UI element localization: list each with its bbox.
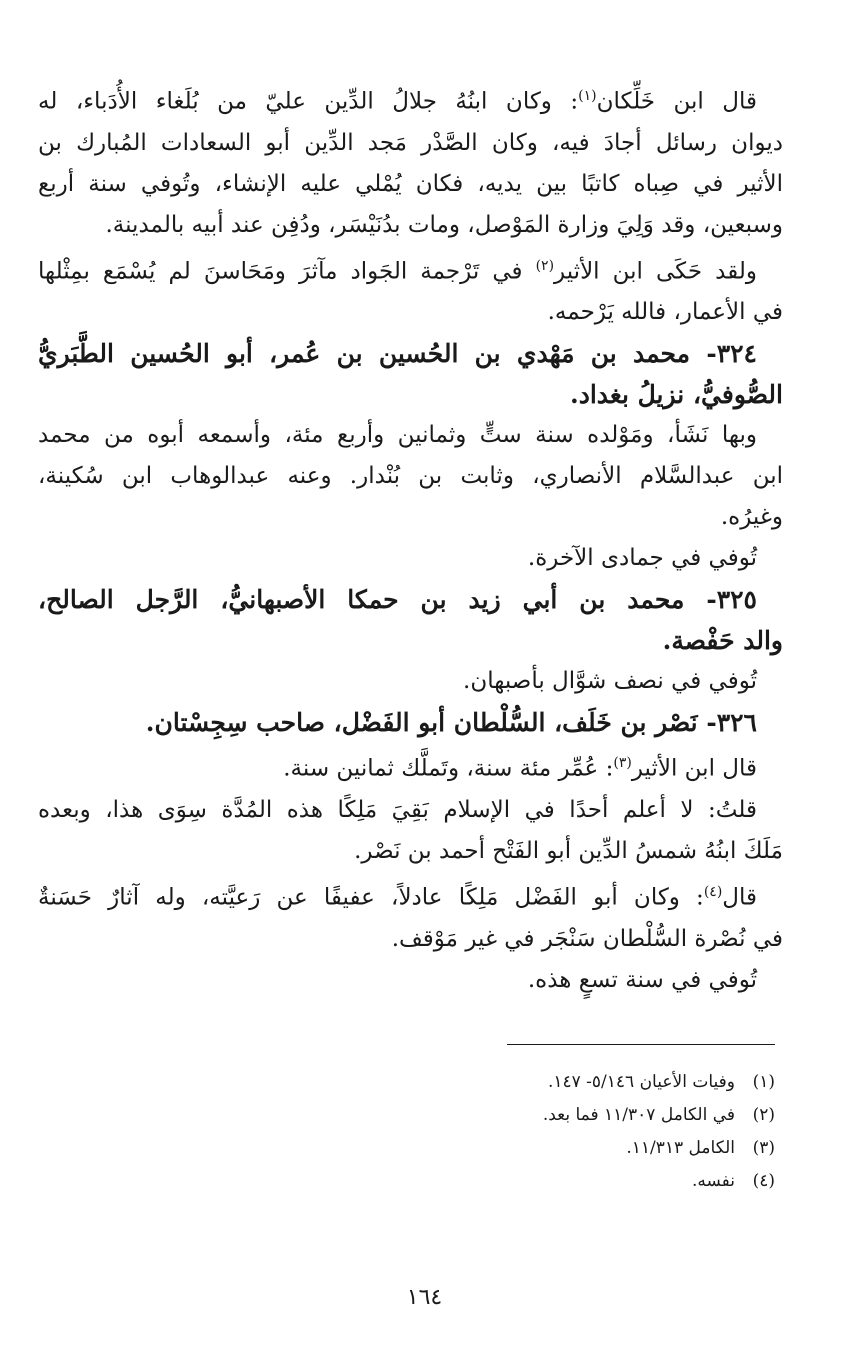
footnote-number: (٣) [752,1138,775,1158]
text-line: وسبعين، وقد وَلِيَ وزارة المَوْصل، ومات بدُنَيْسَر، ودُفِن عند أبيه بالمدينة. [105,211,783,238]
text-line: الأثير في صِباه كاتبًا بين يديه، فكان يُمْلي عليه الإنشاء، وتُوفي سنة أربع [38,170,783,197]
text-line: وغيرُه. [720,504,783,531]
text-line: تُوفي في جمادى الآخرة. [527,545,757,572]
footnote-text: وفيات الأعيان ٥/١٤٦- ١٤٧. [547,1072,735,1092]
entry-heading: ٣٢٤- محمد بن مَهْدي بن الحُسين بن عُمر، أبو الحُسين الطَّبَريُّ [38,339,757,369]
footnote-ref: (٣) [613,755,632,772]
footnote-text: في الكامل ١١/٣٠٧ فما بعد. [542,1105,735,1125]
footnote-ref: (١) [578,88,597,104]
footnotes [543,1066,775,1198]
text-line: قلتُ: لا أعلم أحدًا في الإسلام بَقِيَ مَلِكًا هذه المُدَّة سِوَى هذا، وبعده [38,796,757,823]
footnote-text: الكامل ١١/٣١٣. [626,1138,735,1158]
footnote-divider [507,1044,775,1045]
entry-heading: والد حَفْصة. [662,626,783,656]
text-line: في الأعمار، فالله يَرْحمه. [547,299,783,326]
entry-heading: ٣٢٥- محمد بن أبي زيد بن حمكا الأصبهانيُّ، الرَّجل الصالح، [38,585,757,615]
footnote-ref: (٤) [703,883,723,900]
text-line: قال$^{(٤)}$: وكان أبو الفَضْل مَلِكًا عادلاً، عفيفًا عن رَعيَّته، وله آثارٌ حَسَنةٌ [38,883,757,911]
footnote-number: (١) [752,1072,775,1092]
text-line: في نُصْرة السُّلْطان سَنْجَر في غير مَوْقف. [391,925,783,952]
text-line: وبها نَشَأ، ومَوْلده سنة ستٍّ وثمانين وأربع مئة، وأسمعه أبوه من محمد [38,422,757,449]
text-line: ابن عبدالسَّلام الأنصاري، وثابت بن بُنْدار. وعنه عبدالوهاب ابن سُكينة، [38,463,783,490]
text-line: تُوفي في نصف شوَّال بأصبهان. [463,668,757,695]
entry-heading: الصُّوفيُّ، نزيلُ بغداد. [570,380,783,410]
text-line: قال ابن الأثير$^{(٣)}$: عُمِّر مئة سنة، وتَملَّك ثمانين سنة. [283,755,757,782]
text-line: قال ابن خَلِّكان$^{(١)}$: وكان ابنُهُ جلالُ الدِّين عليّ من بُلَغاء الأُدَباء، له [38,88,757,115]
text-line: مَلَكَ ابنُهُ شمسُ الدِّين أبو الفَتْح أحمد بن نَصْر. [354,837,783,864]
main-text [38,76,783,1001]
footnote [543,1066,775,1099]
footnote [543,1165,775,1198]
entry-heading: ٣٢٦- نَصْر بن خَلَف، السُّلْطان أبو الفَضْل، صاحب سِجِسْتان. [145,708,757,738]
footnote [543,1132,775,1165]
text-line: تُوفي في سنة تسعٍ هذه. [527,966,757,993]
footnote-number: (٤) [752,1171,775,1191]
footnote [543,1099,775,1132]
footnote-number: (٢) [752,1105,775,1125]
footnote-text: نفسه. [691,1171,735,1191]
text-line: ديوان رسائل أجادَ فيه، وكان الصَّدْر مَجد الدِّين أبو السعادات المُبارك بن [38,129,783,156]
footnote-ref: (٢) [535,257,555,274]
page-number: ١٦٤ [406,1285,443,1310]
text-line: ولقد حَكَى ابن الأثير$^{(٢)}$ في تَرْجمة الجَواد مآثرَ ومَحَاسنَ لم يُسْمَع بمِثْلها [38,257,757,285]
